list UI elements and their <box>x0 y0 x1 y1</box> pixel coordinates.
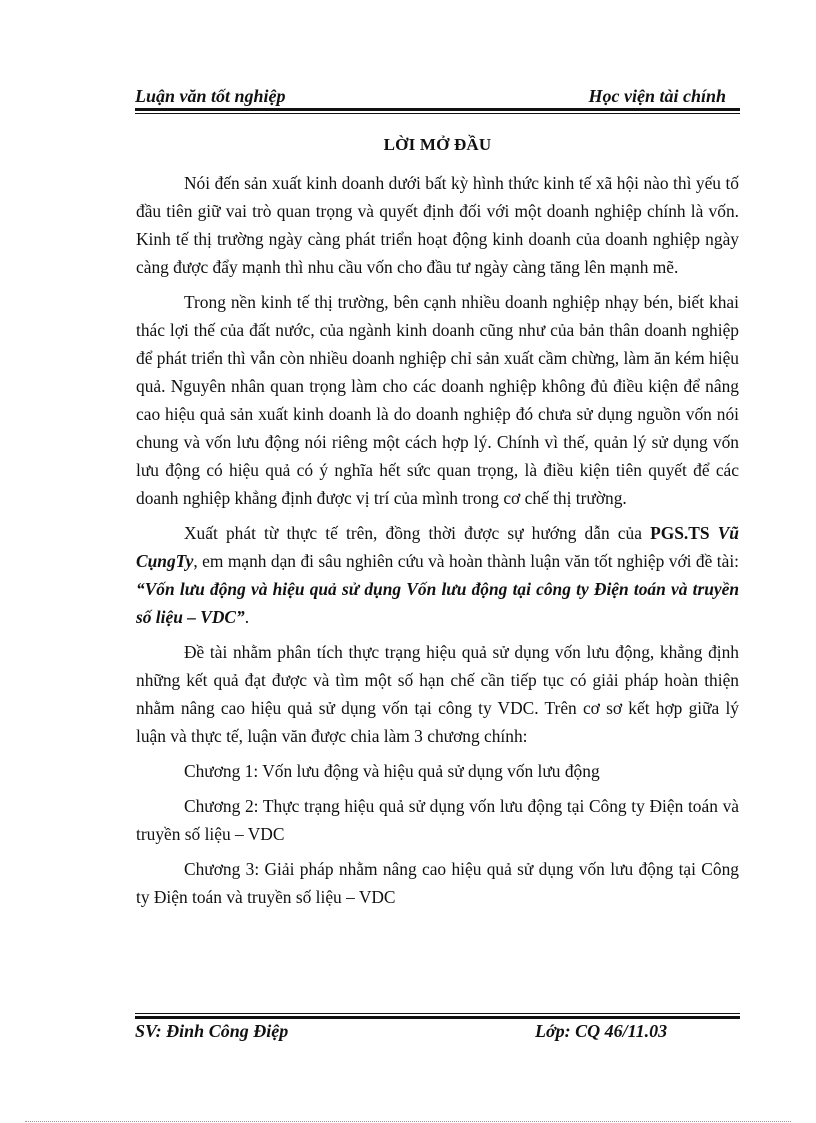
page-footer <box>135 1021 740 1043</box>
footer-rule-thin <box>135 1013 740 1014</box>
paragraph-3-end: . <box>244 607 250 627</box>
header-rule-thick <box>135 108 740 111</box>
header-institution: Học viện tài chính <box>588 86 726 106</box>
thesis-topic: “Vốn lưu động và hiệu quả sử dụng Vốn lưu động tại công ty Điện toán và truyền số liệu – VDC” <box>136 579 739 627</box>
chapter-3: Chương 3: Giải pháp nhằm nâng cao hiệu quả sử dụng vốn lưu động tại Công ty Điện toán và truyền số liệu – VDC <box>136 859 739 907</box>
chapter-2: Chương 2: Thực trạng hiệu quả sử dụng vốn lưu động tại Công ty Điện toán và truyền số liệu – VDC <box>136 796 739 844</box>
paragraph-3 <box>136 519 739 631</box>
advisor-name: Vũ CụngTy <box>136 523 739 571</box>
footer-rule-thick <box>135 1016 740 1019</box>
page-header <box>135 86 740 108</box>
advisor-title: PGS.TS <box>650 523 710 543</box>
paragraph-3-middle: , em mạnh dạn đi sâu nghiên cứu và hoàn thành luận văn tốt nghiệp với đề tài: <box>193 551 739 571</box>
paragraph-3-start: Xuất phát từ thực tế trên, đồng thời được sự hướng dẫn của <box>184 523 651 543</box>
footer-student: SV: Đinh Công Điệp <box>135 1021 289 1041</box>
paragraph-1: Nói đến sản xuất kinh doanh dưới bất kỳ hình thức kinh tế xã hội nào thì yếu tố đầu tiên giữ vai trò quan trọng và quyết định đối với một doanh nghiệp chính là vốn. Kinh tế thị trường ngày càng phát triển hoạt động kinh doanh của doanh nghiệp ngày càng được đẩy mạnh thì nhu cầu vốn cho đầu tư ngày càng tăng lên mạnh mẽ. <box>136 173 739 277</box>
footer-class: Lớp: CQ 46/11.03 <box>535 1021 668 1041</box>
page-title: LỜI MỞ ĐẦU <box>383 135 492 154</box>
paragraph-4: Đề tài nhằm phân tích thực trạng hiệu quả sử dụng vốn lưu động, khẳng định những kết quả đạt được và tìm một số hạn chế cần tiếp tục có giải pháp hoàn thiện nhằm nâng cao hiệu quả sử dụng vốn tại công ty VDC. Trên cơ sơ kết hợp giữa lý luận và thực tế, luận văn được chia làm 3 chương chính: <box>136 642 739 746</box>
document-body <box>136 131 739 918</box>
page-edge-dotted <box>25 1121 791 1122</box>
chapter-1: Chương 1: Vốn lưu động và hiệu quả sử dụng vốn lưu động <box>184 761 600 781</box>
header-rule-thin <box>135 113 740 114</box>
header-thesis-label: Luận văn tốt nghiệp <box>135 86 286 106</box>
paragraph-2: Trong nền kinh tế thị trường, bên cạnh nhiều doanh nghiệp nhạy bén, biết khai thác lợi thế của đất nước, của ngành kinh doanh cũng như của bản thân doanh nghiệp để phát triển thì vẫn còn nhiều doanh nghiệp chỉ sản xuất cầm chừng, làm ăn kém hiệu quả. Nguyên nhân quan trọng làm cho các doanh nghiệp không đủ điều kiện để nâng cao hiệu quả sản xuất kinh doanh là do doanh nghiệp đó chưa sử dụng nguồn vốn nói chung và vốn lưu động nói riêng một cách hợp lý. Chính vì thế, quản lý sử dụng vốn lưu động có hiệu quả có ý nghĩa hết sức quan trọng, là điều kiện tiên quyết để các doanh nghiệp khẳng định được vị trí của mình trong cơ chế thị trường. <box>136 292 739 508</box>
